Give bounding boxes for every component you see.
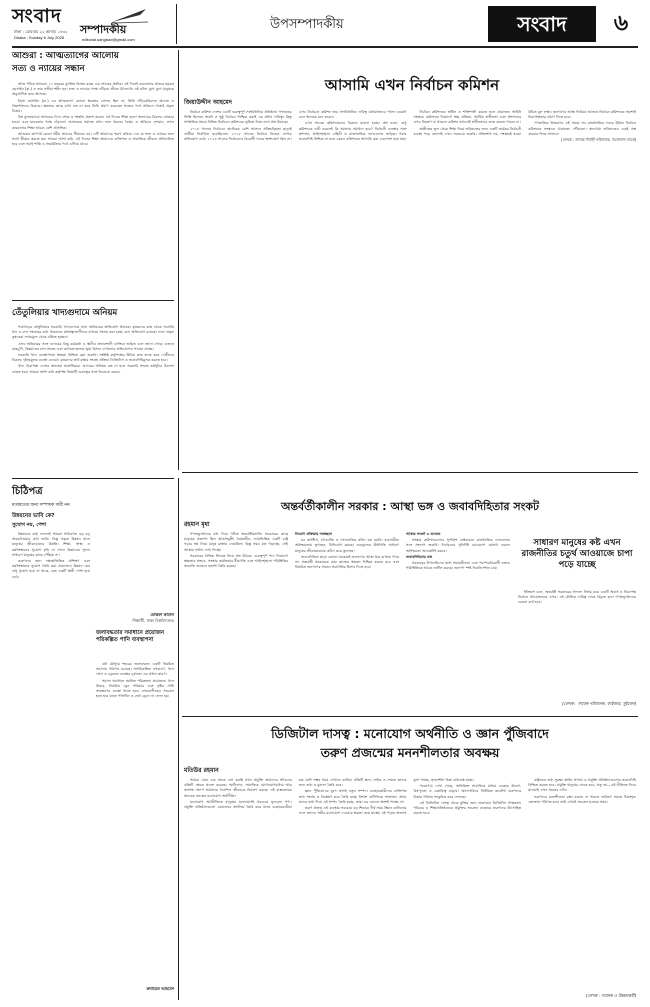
article-1-body xyxy=(184,110,636,460)
dateline-bn: ঢাকা : রোববার ২২ আষাঢ় ১৪৩২ xyxy=(14,29,68,34)
editorial-2-paragraph: সরকারি খাদ্য ব্যবস্থাপনায় স্বচ্ছতা নিশ্চিত করা জরুরি। সংশ্লিষ্ট কর্তৃপক্ষের উচিত দ্রুত তদন্ত করে দোষীদের বিরুদ্ধে দৃষ্টান্তমূলক ব্যবস্থা নেওয়া। কৃষকদের স্বার্থ রক্ষায় সংগ্রহ প্রক্রিয়া ডিজিটাল ও জবাবদিহিমূলক করতে হবে। xyxy=(12,353,174,363)
column-divider-left xyxy=(178,50,179,470)
article-2-author: রহমান মৃধা xyxy=(184,521,210,528)
article-3-paragraph: মনোযোগ অর্থনীতিতে মানুষের মনোযোগই সবচেয়ে মূল্যবান পণ্য। প্রযুক্তি প্রতিষ্ঠানগুলো এমনভাবে প্ল্যাটফর্ম তৈরি করে যাতে ব্যবহারকারীরা যত বেশি সম্ভব সময় সেখানে কাটায়। প্রতিটি স্ক্রল, লাইক ও শেয়ার তাদের জন্য তথ্য ও মুনাফা তৈরি করে। xyxy=(184,778,407,810)
letters-column-b xyxy=(96,512,174,996)
editorial-1-title xyxy=(12,50,174,78)
article-1-paragraph: নির্বাচন কমিশন দেশের একটি গুরুত্বপূর্ণ সাংবিধানিক প্রতিষ্ঠান। গণতন্ত্রের ভিত্তি হিসেবে অবাধ ও সুষ্ঠু নির্বাচন নিশ্চিত করাই এর প্রধান দায়িত্ব। কিন্তু সাম্প্রতিক সময়ে বিভিন্ন নির্বাচনে কমিশনের ভূমিকা নিয়ে নানা প্রশ্ন উঠেছে। xyxy=(184,110,292,125)
masthead-logo-right: সংবাদ xyxy=(517,12,567,36)
letter-2-signature: রুবায়েত আহমেদ xyxy=(146,986,174,991)
letter-1-title: উন্নয়নের ভাবি কে? xyxy=(12,513,55,519)
article-1-paragraph: অতীতের ভুল থেকে শিক্ষা নিয়ে ভবিষ্যতের জন্য একটি কার্যকর নির্বাচনী ব্যবস্থা গড়ে তোলাই এখন সবচেয়ে জরুরি। প্রতিশোধ নয়, সংস্কারই হওয়া উচিত মূল লক্ষ্য। জনগণের আস্থা ফিরিয়ে আনতে নির্বাচন কমিশনকে অবশ্যই নিরপেক্ষতার প্রমাণ দিতে হবে। xyxy=(413,110,636,136)
editorial-label: সম্পাদকীয় xyxy=(80,23,127,36)
article-2-footer: [লেখক : সাবেক পরিচালক, ফাইজার, সুইডেন] xyxy=(562,701,636,706)
letter-1-signature-place: শিক্ষার্থী, ঢাকা বিশ্ববিদ্যালয় xyxy=(132,618,174,623)
article-2-subhead: আস্থার সংকট ও জনমত xyxy=(406,532,441,536)
letter-1-signature: মোস্তফা কামাল xyxy=(150,612,174,617)
masthead-divider-vertical xyxy=(176,4,177,44)
editorial-column xyxy=(12,50,174,470)
article-3-footer: [লেখক : গবেষক ও উন্নয়নকর্মী] xyxy=(585,993,636,998)
article-3-paragraph: রাষ্ট্রকেও তথ্য সুরক্ষা আইন প্রণয়ন ও প্রযুক্তি প্রতিষ্ঠানগুলোর জবাবদিহি নিশ্চিত করতে হবে। প্রযুক্তি মানুষের সেবক হবে, প্রভু নয়—এই নীতিতে ফিরে যাওয়াই এখন সময়ের দাবি। xyxy=(528,778,636,793)
article-1-paragraph: গণতান্ত্রিক উত্তরণের এই সময়ে সব রাজনৈতিক দলের উচিত নির্বাচন কমিশনের সংস্কারে ঐকমত্যে পৌঁছানো। অন্যথায় ভবিষ্যতেও একই প্রশ্ন বারবার ফিরে আসবে। xyxy=(528,121,636,136)
article-1-paragraph: এখন সাবেক কমিশনারদের বিরুদ্ধে মামলা হচ্ছে। প্রশ্ন হলো, শুধু কমিশনকে দায়ী করলেই কি সমস্যার সমাধান হবে? নির্বাচনী ব্যবস্থার সঙ্গে প্রশাসন, আইনশৃঙ্খলা বাহিনী ও রাজনৈতিক দলগুলোও জড়িত। সবার জবাবদিহি নিশ্চিত না হলে কেবল কমিশনকে আসামি করা একপেশে হয়ে যায়। xyxy=(298,121,407,142)
article-2-paragraph: সংস্কার কমিশনগুলোর সুপারিশ বাস্তবায়নে রাজনৈতিক দলগুলোর সঙ্গে সংলাপ জরুরি। নির্বাচনের সুনির্দিষ্ট রোডম্যাপ ঘোষণা করলে অনিশ্চয়তা অনেকটাই কমবে। xyxy=(406,538,510,553)
article-1-paragraph: নির্বাচন কমিশনকে স্বাধীন ও শক্তিশালী করতে হলে প্রয়োজন আইনি সংস্কার। কমিশনার নিয়োগে স্বচ্ছ প্রক্রিয়া, আর্থিক স্বাধীনতা এবং প্রশাসনের ওপর নিয়ন্ত্রণ না থাকলে কমিশন কখনোই স্বাধীনভাবে কাজ করতে পারবে না। xyxy=(413,110,522,125)
article-3-author: মতিউর রহমান xyxy=(184,767,219,774)
letter-1-subtitle: সুযোগ নয়, পেশা xyxy=(12,522,47,528)
article-1 xyxy=(182,50,638,470)
letter-2-title: জলাবদ্ধতার সমাধানে প্রয়োজন পরিকল্পিত পানি ব্যবস্থাপনা xyxy=(96,630,165,643)
article-2-body-side xyxy=(518,590,636,698)
editorial-1-paragraph: বিশ্ব মুসলমানরা আশুরার দিনে শোক ও সংহতি প্রকাশ করেন। এই দিনের শিক্ষা হলো অন্যায়ের বিরুদ্ধে সোচ্চার হওয়া এবং মানবতার পক্ষে দাঁড়ানো। আজকের সমাজে যখন নানা ধরনের বৈষম্য ও অবিচার দৃশ্যমান, তখন কারবালার শিক্ষা আরও বেশি প্রাসঙ্গিক। xyxy=(12,115,174,130)
article-3-title-line1: ডিজিটাল দাসত্ব : মনোযোগ অর্থনীতি ও জ্ঞান পুঁজিবাদে xyxy=(271,726,549,741)
editorial-1-title-line1: আশুরা : আত্মত্যাগের আলোয় xyxy=(12,51,119,61)
letter-1-body xyxy=(12,532,90,992)
column-divider-letters xyxy=(178,478,179,1000)
letters-column-a xyxy=(12,512,90,996)
article-2-paragraph: সরকারের বিভিন্ন সিদ্ধান্ত নিয়ে প্রশ্ন উঠছে। গুরুত্বপূর্ণ পদে নিয়োগে স্বচ্ছতার অভাব, সংস্কার কার্যক্রমের ধীরগতি এবং আইনশৃঙ্খলা পরিস্থিতির অবনতি জনমনে হতাশা তৈরি করছে। xyxy=(184,553,288,569)
article-2-paragraph: ইতিহাস বলে, অন্তর্বর্তী সরকারের সাফল্য নির্ভর করে একটি অবাধ ও নিরপেক্ষ নির্বাচন আয়োজনের ওপর। এই মৌলিক দায়িত্ব থেকে বিচ্যুত হলে গণঅভ্যুত্থানের চেতনা ব্যর্থ হবে। xyxy=(518,590,636,605)
editorial-1-paragraph: আশুরার তাৎপর্য কেবল ধর্মীয় আচারে সীমাবদ্ধ নয়। এটি আমাদের স্মরণ করিয়ে দেয় যে সত্য ও ন্যায়ের জন্য ত্যাগ স্বীকার করতে হয়। আমরা আশা করি, এই দিনের শিক্ষা আমাদের ব্যক্তিগত ও সামাজিক জীবনে প্রতিফলিত হবে এবং সবাই শান্তি ও সহমর্মিতার পথে এগিয়ে যাবে। xyxy=(12,131,174,147)
letter-paragraph: উন্নয়নের কথা বললেই আমরা সাধারণত বড় বড় অবকাঠামোর কথা ভাবি। কিন্তু প্রকৃত উন্নয়ন মানে মানুষের জীবনমানের উন্নতি। শিক্ষা, স্বাস্থ্য ও কর্মসংস্থানের সুযোগ বৃদ্ধি না পেলে উন্নয়নের সুফল সাধারণ মানুষের কাছে পৌঁছায় না। xyxy=(12,532,90,557)
article-2-subhead: জবাবদিহিতার প্রশ্ন xyxy=(406,554,433,559)
masthead-logo: সংবাদ xyxy=(12,5,62,27)
article-2-subhead: নিয়োগ প্রক্রিয়ায় অস্বচ্ছতা xyxy=(295,532,333,536)
editorial-1-body xyxy=(12,82,174,294)
editorial-divider xyxy=(12,300,174,301)
masthead xyxy=(12,4,642,44)
article-3-title-line2: তরুণ প্রজন্মের মননশীলতার অবক্ষয় xyxy=(320,745,500,760)
article-3-paragraph: তরুণ প্রজন্ম এই ব্যবস্থার সবচেয়ে বড় শিকার। দীর্ঘ সময় স্ক্রিনে কাটানোর ফলে তাদের গভীর মনোযোগ দেওয়ার ক্ষমতা কমে যাচ্ছে। বই পড়ার অভ্যাস হ্রাস পাচ্ছে, সৃজনশীল চিন্তা বাধাগ্রস্ত হচ্ছে। xyxy=(298,778,474,816)
article-3-paragraph: তরুণদের মননশীলতা রক্ষা করতে না পারলে ভবিষ্যৎ সমাজ চিন্তাশূন্য ভোক্তায় পরিণত হবে। তাই এখনই সচেতন হওয়ার সময়। xyxy=(528,794,636,804)
article-2-paragraph: গণঅভ্যুত্থানের মধ্য দিয়ে গঠিত অন্তর্বর্তীকালীন সরকারের কাছে মানুষের প্রত্যাশা ছিল আকাশচুম্বী। বৈষম্যহীন, ন্যায়ভিত্তিক একটি রাষ্ট্র গড়ার স্বপ্ন নিয়ে মানুষ রাস্তায় নেমেছিল। কিন্তু সময় যত গড়াচ্ছে, সেই আস্থায় ফাটল দেখা দিচ্ছে। xyxy=(184,532,288,552)
letters-top-rule xyxy=(12,478,174,479)
letters-subtitle: মতামতের জন্য সম্পাদক দায়ী নন xyxy=(12,503,70,508)
article-2 xyxy=(182,478,638,714)
article-1-bottom-rule xyxy=(182,472,638,473)
article-3-paragraph: গবেষণায় দেখা গেছে, অতিরিক্ত সামাজিক মাধ্যম ব্যবহার উদ্বেগ, বিষণ্নতা ও একাকিত্ব বাড়ায়। অ্যালগরিদম নির্ধারিত কনটেন্ট তরুণদের চিন্তার পরিসর সংকুচিত করে ফেলছে। xyxy=(413,784,522,799)
article-3-paragraph: এই ডিজিটাল দাসত্ব থেকে মুক্তির জন্য প্রয়োজন ডিজিটাল সাক্ষরতা। পরিবার ও শিক্ষাপ্রতিষ্ঠানকে প্রযুক্তির সচেতন ব্যবহারে তরুণদের উৎসাহিত করতে হবে। xyxy=(413,800,522,816)
editorial-2-title: তেঁতুলিয়ার খাদ্যগুদামে অনিয়ম xyxy=(12,308,118,318)
editorial-2-body xyxy=(12,325,174,465)
article-1-paragraph: ২০১৪ সালের নির্বাচনে অর্ধেকের বেশি আসনে প্রতিদ্বন্দ্বিতা ছাড়াই প্রার্থীরা নির্বাচিত হয়েছিলেন। ২০১৮ সালের নির্বাচন নিয়েও ব্যাপক অভিযোগ ওঠে। ২০২৪ সালের নির্বাচনেও বিরোধী দলের অংশগ্রহণ ছিল না। এসব নির্বাচনে কমিশন তার সাংবিধানিক দায়িত্ব যথাযথভাবে পালন করেনি বলে অনেকে মনে করেন। xyxy=(184,110,407,142)
article-3-body xyxy=(184,778,636,990)
article-3-paragraph: আমরা এমন এক সময়ে বাস করছি যখন প্রযুক্তি আমাদের জীবনের প্রতিটি ক্ষেত্রে প্রবেশ করেছে। স্মার্টফোন, সামাজিক যোগাযোগমাধ্যম আর অসংখ্য অ্যাপ আমাদের দৈনন্দিন জীবনকে নিয়ন্ত্রণ করছে। এই বাস্তবতাকে অনেকে বলছেন মনোযোগ অর্থনীতি। xyxy=(184,778,292,798)
letter-2-body xyxy=(96,662,174,982)
editorial-1-paragraph: ইমাম হোসাইন (রা.) এর আত্মত্যাগ কোনো ক্ষমতার লোভে ছিল না; তিনি দাঁড়িয়েছিলেন অন্যায় ও স্বৈরশাসনের বিরুদ্ধে। ক্ষমতার কাছে মাথা নত না করে তিনি প্রমাণ করেছেন সত্যের পথে অবিচল থাকাই প্রকৃত বিজয়। xyxy=(12,98,174,114)
section-title: উপসম্পাদকীয় xyxy=(270,17,344,32)
article-1-author: জিয়াউদ্দীন আহমেদ xyxy=(184,99,232,106)
letter-paragraph: বর্ষা মৌসুমে শহরের জলাবদ্ধতা একটি নিয়মিত সমস্যায় পরিণত হয়েছে। অপরিকল্পিত নগরায়ণ, খাল দখল ও ড্রেনেজ ব্যবস্থার দুর্বলতা এর প্রধান কারণ। xyxy=(96,662,174,677)
article-3-paragraph: জ্ঞান পুঁজিবাদের যুগে তথ্যই নতুন সম্পদ। ব্যবহারকারীদের ব্যক্তিগত তথ্য সংগ্রহ ও বিশ্লেষণ করে তৈরি হচ্ছে বিশাল বাণিজ্যিক সাম্রাজ্য। অথচ যাদের তথ্য দিয়ে এই সম্পদ তৈরি হচ্ছে, তারা এর কোনো অংশই পাচ্ছে না। xyxy=(298,789,407,804)
quill-icon xyxy=(110,6,150,24)
editorial-email: editorial.sangbad@gmail.com xyxy=(82,37,135,42)
editorial-1-paragraph: আজ পবিত্র আশুরা। ১০ মহররম মুসলিম বিশ্বের কাছে এক শোকের প্রতীক। এই দিনেই কারবালার প্রান্তরে হযরত হোসাইন (রা.) ও তার সঙ্গীরা শহীদ হন। সত্য ও ন্যায়ের পক্ষে দাঁড়িয়ে জীবন উৎসর্গের এই ঘটনা যুগে যুগে মানুষকে অনুপ্রাণিত করে আসছে। xyxy=(12,82,174,97)
editorial-2-paragraph: পঞ্চগড়ের তেঁতুলিয়ার সরকারি খাদ্যগুদামে নানা অনিয়মের অভিযোগ উঠেছে। কৃষকদের কাছ থেকে সরাসরি ধান ও চাল সংগ্রহের কথা থাকলেও মধ্যস্বত্বভোগীদের মাধ্যমে সংগ্রহ করা হচ্ছে বলে অভিযোগ রয়েছে। ফলে প্রকৃত কৃষকেরা ন্যায্যমূল্য থেকে বঞ্চিত হচ্ছেন। xyxy=(12,325,174,340)
letter-paragraph: তরুণদের জন্য দক্ষতাভিত্তিক প্রশিক্ষণ এবং কর্মসংস্থানের সুযোগ তৈরি করা প্রয়োজন। উন্নয়ন যেন শুধু সুযোগ হয়ে না থাকে, বরং একটি স্থায়ী পেশা হয়ে ওঠে। xyxy=(12,559,90,579)
dateline-en: Dhaka : Sunday 6 July 2025 xyxy=(14,35,65,40)
editorial-2-paragraph: খাদ্য নিরাপত্তা দেশের অন্যতম অগ্রাধিকার। গুদামের অনিয়ম বন্ধ না হলে সরকারি সংগ্রহ কর্মসূচির উদ্দেশ্য ব্যাহত হবে। আমরা আশা করি কর্তৃপক্ষ বিষয়টি গুরুত্বের সঙ্গে বিবেচনা করবে। xyxy=(12,364,174,374)
editorial-2-paragraph: এসব অনিয়মের সঙ্গে গুদামের কিছু কর্মকর্তা ও স্থানীয় প্রভাবশালী ব্যক্তিরা জড়িত বলে জানা গেছে। ওজনে কারচুপি, নিম্নমানের চাল সংগ্রহ এবং কাগজে-কলমে ভুয়া হিসাব দেখানোর অভিযোগও পাওয়া যাচ্ছে। xyxy=(12,341,174,351)
article-2-title: অন্তর্বর্তীকালীন সরকার : আস্থা ভঙ্গ ও জবাবদিহিতার সংকট xyxy=(280,500,540,513)
article-2-paragraph: মব জাস্টিস, চাঁদাবাজি ও দখলবাজির ঘটনা বন্ধ হয়নি। ব্যবসায়ীরা অনিশ্চয়তায় ভুগছেন, বিনিয়োগ কমছে। দ্রব্যমূল্যের ঊর্ধ্বগতি সাধারণ মানুষের জীবনযাত্রাকে কঠিন করে তুলেছে। xyxy=(295,538,399,553)
masthead-logo-box xyxy=(488,6,596,42)
article-2-bottom-rule xyxy=(182,716,638,717)
article-2-paragraph: জবাবদিহিতা ছাড়া কোনো সরকারই জনগণের আস্থা ধরে রাখতে পারে না। অন্তর্বর্তী সরকারকে তার কাজের স্বচ্ছতা নিশ্চিত করতে হবে এবং নিয়মিত জনগণের সামনে অগ্রগতির হিসাব দিতে হবে। xyxy=(295,554,399,570)
letters-title: চিঠিপত্র xyxy=(12,486,43,497)
article-1-title: আসামি এখন নির্বাচন কমিশন xyxy=(324,76,500,94)
letters-section xyxy=(12,484,174,1000)
letter-paragraph: সমস্যা সমাধানে সমন্বিত পরিকল্পনা প্রয়োজন। খাল উদ্ধার, নিয়মিত ড্রেন পরিষ্কার এবং বৃষ্টির পানি সংরক্ষণের ব্যবস্থা নিতে হবে। নগরবাসীকেও সচেতন হতে হবে যাতে পলিথিন ও বর্জ্য ড্রেনে না ফেলা হয়। xyxy=(96,678,174,699)
masthead-divider xyxy=(12,46,638,48)
article-2-body-main xyxy=(184,532,510,708)
page-number: ৬ xyxy=(613,11,629,36)
article-1-footer: [লেখক : সাবেক নির্বাহী পরিচালক, বাংলাদেশ ব্যাংক] xyxy=(560,138,636,143)
article-3 xyxy=(182,720,638,1002)
editorial-1-title-line2: সত্য ও ন্যায়ের সন্ধান xyxy=(12,64,85,74)
article-2-paragraph: সরকারের উপদেষ্টাদের মধ্যে সমন্বয়হীনতা এবং পরস্পরবিরোধী বক্তব্য পরিস্থিতিকে আরও জটিল করছে। জনগণ স্পষ্ট দিকনির্দেশনা চায়। xyxy=(406,561,510,571)
article-2-pullquote: সাধারণ মানুষের কষ্ট এখন রাজনীতির চতুর্থ আওয়াজে চাপা পড়ে যাচ্ছে xyxy=(521,538,633,570)
article-3-title xyxy=(182,724,638,762)
